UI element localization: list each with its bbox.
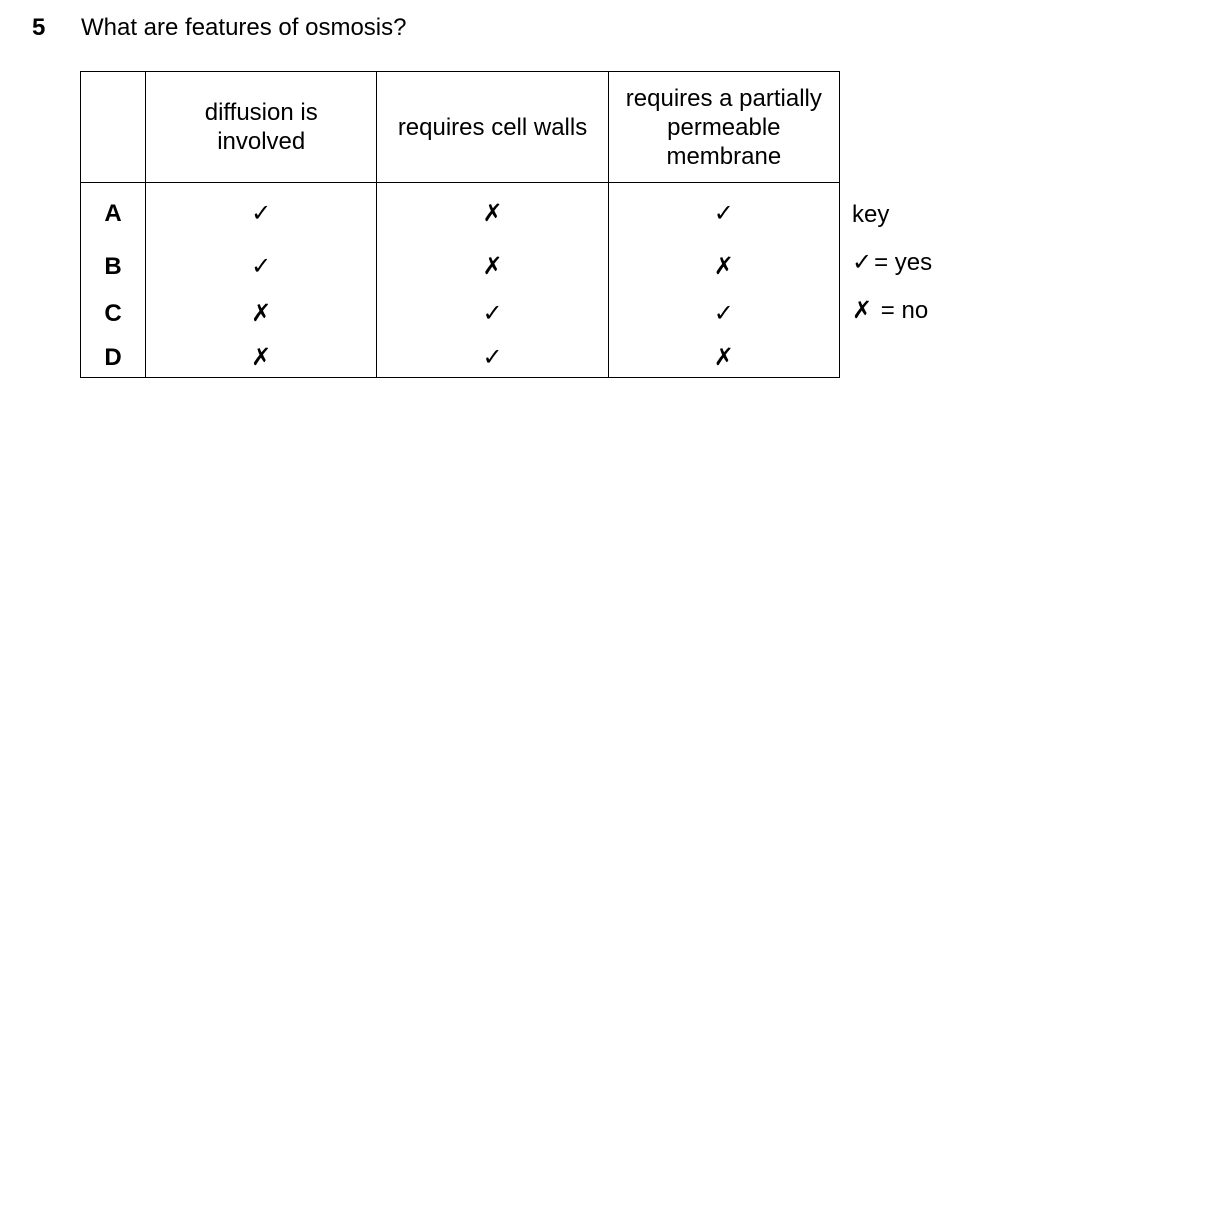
- header-partially-permeable-membrane: requires a partially permeable membrane: [608, 72, 839, 183]
- table-row: [81, 337, 840, 378]
- tick-icon: ✓: [713, 198, 734, 227]
- table-header-row: [81, 72, 840, 183]
- cross-icon: ✗: [713, 342, 734, 371]
- tick-icon: ✓: [251, 252, 272, 280]
- header-blank-cell: [81, 72, 146, 183]
- key-yes: [852, 248, 932, 277]
- table-row: [81, 183, 840, 244]
- question-number: 5: [32, 14, 46, 41]
- key-no-text: = no: [880, 297, 929, 324]
- cross-icon: ✗: [251, 299, 272, 327]
- tick-icon: ✓: [482, 342, 503, 371]
- header-cell-walls: requires cell walls: [377, 72, 608, 183]
- option-letter: B: [81, 243, 146, 290]
- key-no: [852, 296, 928, 325]
- table-row: [81, 243, 840, 290]
- tick-icon: ✓: [482, 299, 503, 327]
- tick-icon: ✓: [251, 198, 272, 227]
- key-yes-text: = yes: [874, 249, 933, 276]
- option-letter: C: [81, 290, 146, 337]
- table-row: [81, 290, 840, 337]
- cross-icon: ✗: [482, 252, 503, 280]
- cross-icon: ✗: [852, 296, 873, 324]
- cross-icon: ✗: [482, 198, 503, 227]
- key-title: key: [852, 201, 890, 228]
- option-letter: A: [81, 183, 146, 244]
- option-letter: D: [81, 337, 146, 378]
- tick-icon: ✓: [852, 248, 873, 276]
- cross-icon: ✗: [713, 252, 734, 280]
- answer-options-table: [80, 71, 840, 378]
- tick-icon: ✓: [713, 299, 734, 327]
- question-text: What are features of osmosis?: [81, 14, 407, 41]
- cross-icon: ✗: [251, 342, 272, 371]
- header-diffusion: diffusion is involved: [146, 72, 377, 183]
